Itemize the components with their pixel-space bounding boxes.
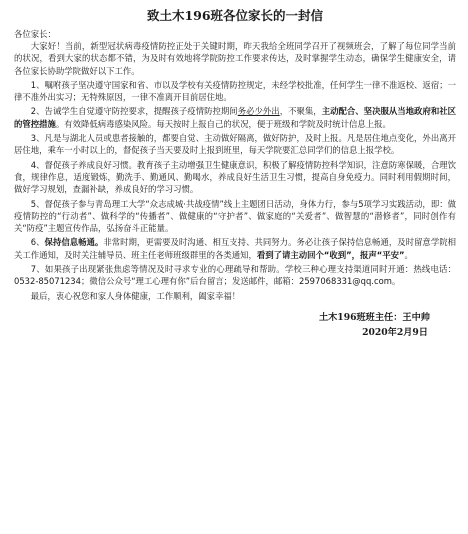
item-6-heading: 保持信息畅通。 (44, 237, 104, 248)
letter-greeting: 各位家长： (14, 29, 56, 39)
paragraph-item-6 (14, 236, 456, 261)
item-6-number: 6、 (30, 237, 45, 248)
item-6-text: 非常时期，更需要及时沟通、相互支持、共同努力。务必让孩子保持信息畅通，及时留意学院相关工作通知，及时关注辅导员、班主任老师班级群里的各类通知， (14, 237, 456, 260)
paragraph-intro: 大家好！当前，新型冠状病毒疫情防控正处于关键时期，昨天我给全班同学召开了视频班会，了解了每位同学当前的状况，看到大家的状态都不错，为及时有效地将学院防控工作要求传达，及时掌握学生动态，确保学生健康安全，请各位家长协助学院做好以下工作。 (14, 41, 456, 76)
paragraph-item-7: 7、如果孩子出现紧张焦虑等情况及时寻求专业的心理疏导和帮助。学校三种心理支持渠道同时开通：热线电话：0532-85071234；微信公众号“理工心理有你”后台留言；发送邮件，邮箱：2597068331@qq.com。 (14, 264, 456, 287)
paragraph-item-4: 4、督促孩子养成良好习惯。教育孩子主动增强卫生健康意识，积极了解疫情防控科学知识，注意防寒保暖，合理饮食，规律作息，适度锻炼，勤洗手、勤通风、勤喝水，养成良好生活卫生习惯，提高自身免疫力。同时利用假期时间，做好学习规划，查漏补缺，养成良好的学习习惯。 (14, 159, 456, 195)
paragraph-item-1: 1、嘱咐孩子坚决遵守国家和省、市以及学校有关疫情防控规定，未经学校批准，任何学生一律不准返校、返宿；一律不准外出实习；无特殊原因，一律不准离开目前居住地。 (14, 79, 456, 103)
signature-date: 2020年2月9日 (362, 326, 428, 338)
letter-title: 致土木196班各位家长的一封信 (146, 8, 324, 23)
paragraph-closing: 最后，衷心祝您和家人身体健康，工作顺利，阖家幸福！ (30, 290, 241, 301)
paragraph-item-2 (14, 105, 456, 130)
signature-name: 土木196班班主任：王中帅 (318, 311, 430, 323)
item-2-text-a: 2、告诫学生自觉遵守防控要求，提醒孩子疫情防控期间 (30, 106, 238, 117)
item-6-end: 。 (404, 249, 413, 260)
item-2-bold: 主动配合、坚决服从当地政府和社区的管控措施 (14, 106, 457, 129)
item-2-text-e: 。有效降低病毒感染风险。每天按时上报自己的状况，便于班级和学院及时统计信息上报。 (55, 118, 391, 129)
paragraph-item-3: 3、凡是与湖北人员或患者接触的，都要自觉、主动做好隔离，做好防护，及时上报。凡是居住地点变化，外出离开居住地，乘车一小时以上的，督促孩子当天要及时上报到班里，每天学院要汇总同学们的信息上报学校。 (14, 133, 456, 156)
item-2-text-c: ，不聚集， (279, 106, 322, 117)
item-6-bold-text: 看到了请主动回个“收到”，报声“平安” (256, 249, 405, 260)
paragraph-item-5: 5、督促孩子参与青岛理工大学“众志成城·共战疫情”线上主题团日活动，身体力行，参与5项学习实践活动，即：做疫情防控的“行动者”、做科学的“传播者”、做健康的“守护者”、做家庭的“关爱者”、做智慧的“潜修者”，同时创作有关“防疫”主题宣传作品，弘扬奋斗正能量。 (14, 198, 456, 234)
item-2-underlined: 务必少外出 (237, 106, 280, 117)
